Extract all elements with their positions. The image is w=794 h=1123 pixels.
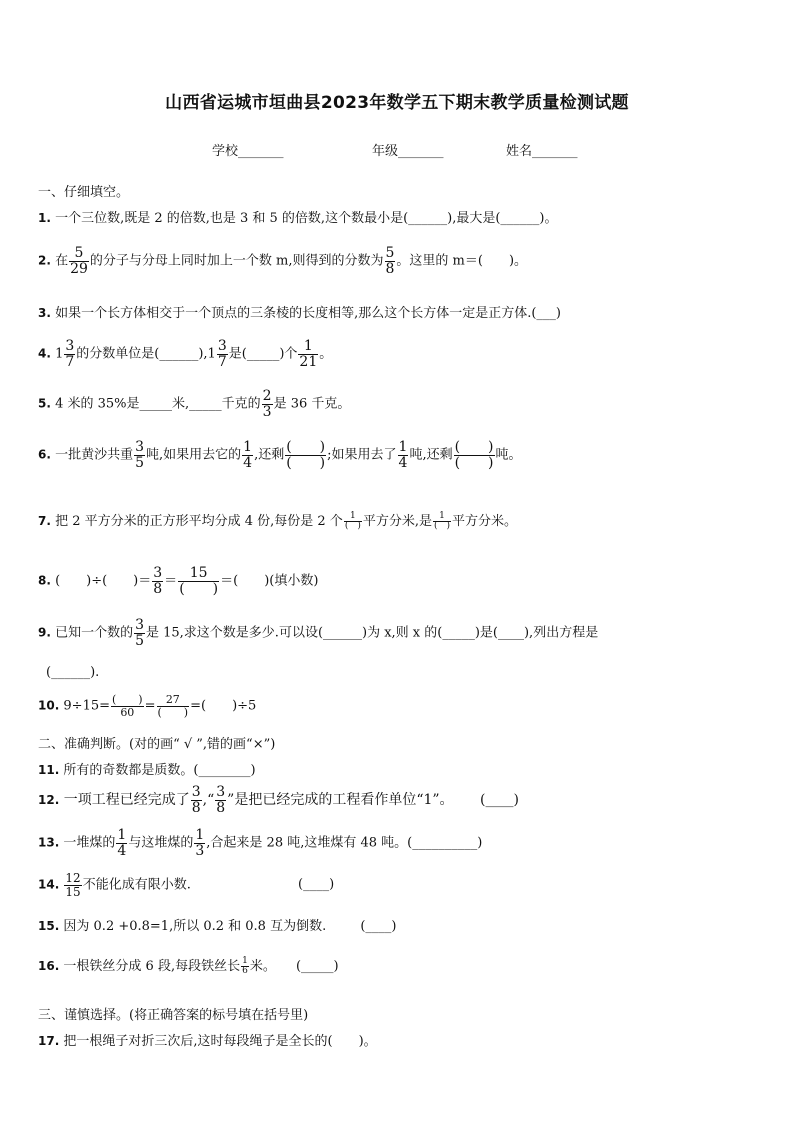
- numerator: 1: [398, 439, 408, 455]
- question-number: 16.: [38, 959, 60, 973]
- question-text: 一批黄沙共重: [55, 447, 134, 463]
- denominator: 7: [217, 353, 227, 370]
- fraction-blank[interactable]: [157, 694, 190, 718]
- question-text: 一个三位数,既是 2 的倍数,也是 3 和 5 的倍数,这个数最小是(______),最大是(______)。: [55, 211, 558, 226]
- question-text: 是 15,求这个数是多少.可以设(______)为 x,则 x 的(_____)是(____),列出方程是: [146, 625, 599, 641]
- denominator-blank[interactable]: ( ): [454, 454, 494, 471]
- question-text: ( )÷( )＝: [55, 573, 152, 589]
- numerator: 1: [298, 339, 318, 355]
- question-15: [38, 915, 397, 934]
- denominator: 7: [65, 353, 75, 370]
- question-text: ＝( )(填小数): [220, 573, 319, 589]
- numerator: 5: [69, 246, 89, 262]
- question-text: 与这堆煤的: [128, 835, 194, 851]
- name-field[interactable]: 姓名_______: [506, 144, 578, 159]
- question-text: 。: [319, 346, 333, 362]
- fraction: [191, 785, 202, 815]
- numerator: 12: [65, 871, 81, 885]
- denominator: 5: [135, 632, 144, 649]
- question-text: 一项工程已经完成了: [63, 792, 190, 809]
- question-text: 已知一个数的: [55, 625, 134, 641]
- question-number: 17.: [38, 1034, 60, 1048]
- question-8: [38, 566, 318, 596]
- question-number: 10.: [38, 698, 60, 713]
- numerator: 1: [344, 512, 362, 522]
- question-text: 吨,还剩: [409, 447, 453, 463]
- question-number: 4.: [38, 346, 51, 361]
- numerator: 1: [117, 827, 127, 843]
- question-text: 不能化成有限小数.: [82, 877, 191, 893]
- question-number: 15.: [38, 919, 60, 933]
- numerator: 2: [262, 388, 272, 404]
- numerator-blank[interactable]: ( ): [286, 439, 326, 455]
- question-text: 一根铁丝分成 6 段,每段铁丝长: [63, 959, 241, 974]
- fraction: [398, 440, 409, 470]
- question-number: 9.: [38, 625, 51, 640]
- question-3: [38, 302, 561, 321]
- fraction: [262, 389, 273, 419]
- question-12: [38, 785, 519, 815]
- numerator: 1: [242, 955, 248, 966]
- question-1: [38, 207, 558, 226]
- denominator: 8: [385, 260, 395, 277]
- question-number: 3.: [38, 306, 51, 320]
- question-text: 4 米的 35%是_____米,_____千克的: [55, 396, 261, 412]
- fraction: [217, 339, 228, 369]
- fraction: [298, 339, 318, 369]
- question-number: 11.: [38, 763, 60, 777]
- denominator-blank[interactable]: ( ): [157, 705, 189, 719]
- denominator: 29: [70, 260, 88, 277]
- grade-field[interactable]: 年级_______: [372, 144, 444, 159]
- question-number: 5.: [38, 396, 51, 411]
- numerator-blank[interactable]: ( ): [454, 439, 494, 455]
- question-number: 12.: [38, 793, 60, 808]
- fraction-blank[interactable]: [178, 566, 219, 596]
- question-text: 平方分米。: [452, 514, 518, 529]
- question-number: 6.: [38, 447, 51, 462]
- numerator: 3: [216, 784, 226, 800]
- denominator: 8: [191, 799, 201, 816]
- answer-blank[interactable]: (____): [480, 792, 519, 809]
- page-title: 山西省运城市垣曲县2023年数学五下期末教学质量检测试题: [165, 93, 629, 113]
- question-number: 14.: [38, 877, 60, 892]
- fraction: [242, 440, 253, 470]
- question-text: ,还剩: [254, 447, 285, 463]
- question-4: [38, 339, 332, 369]
- question-5: [38, 389, 350, 419]
- question-14: [38, 871, 335, 899]
- denominator: 8: [153, 580, 163, 597]
- question-text: 吨。: [495, 447, 522, 463]
- question-number: 13.: [38, 835, 60, 850]
- numerator: 3: [135, 439, 144, 455]
- question-text: 把 2 平方分米的正方形平均分成 4 份,每份是 2 个: [55, 514, 343, 529]
- section-heading: 二、准确判断。(对的画“ √ ”,错的画“×”): [38, 737, 276, 752]
- denominator: 4: [398, 454, 408, 471]
- whole-number: 1: [55, 346, 64, 362]
- question-17: [38, 1030, 377, 1049]
- answer-fraction-blank[interactable]: [285, 440, 326, 470]
- question-text: 所有的奇数都是质数。(________): [63, 763, 256, 778]
- question-10: [38, 694, 256, 718]
- equals-sign: ＝: [164, 573, 178, 589]
- fraction: [64, 872, 81, 898]
- whole-number: 1: [207, 346, 216, 362]
- question-text: 平方分米,是: [362, 514, 432, 529]
- denominator-blank[interactable]: ( ): [344, 521, 361, 531]
- question-13: [38, 828, 482, 858]
- denominator-blank[interactable]: ( ): [433, 521, 451, 531]
- denominator: 4: [243, 454, 253, 471]
- denominator: 3: [195, 842, 205, 859]
- question-text: 9÷15=: [63, 698, 111, 714]
- denominator: 5: [135, 454, 144, 471]
- question-number: 7.: [38, 514, 51, 528]
- denominator: 8: [216, 799, 226, 816]
- question-text: =( )÷5: [190, 698, 257, 714]
- numerator: 3: [217, 338, 227, 354]
- question-text: 米。: [249, 959, 276, 974]
- section-heading: 三、谨慎选择。(将正确答案的标号填在括号里): [38, 1008, 309, 1023]
- numerator: 3: [65, 338, 75, 354]
- question-text: 的分数单位是(______),: [76, 346, 208, 362]
- question-text: 吨,如果用去它的: [146, 447, 242, 463]
- equals-sign: =: [144, 698, 156, 714]
- question-16: [38, 955, 339, 976]
- question-number: 1.: [38, 211, 51, 225]
- denominator: 15: [65, 884, 81, 899]
- question-text: 。这里的 m＝( )。: [396, 253, 528, 269]
- answer-blank[interactable]: (____): [298, 877, 335, 892]
- denominator: 3: [262, 403, 272, 420]
- fraction: [134, 618, 145, 648]
- question-text: 如果一个长方体相交于一个顶点的三条棱的长度相等,那么这个长方体一定是正方体.(___): [55, 306, 561, 321]
- section-heading: 一、仔细填空。: [38, 185, 130, 200]
- fraction-blank[interactable]: [111, 694, 144, 718]
- question-number: 2.: [38, 253, 51, 268]
- question-text: 因为 0.2 +0.8=1,所以 0.2 和 0.8 互为倒数.: [63, 919, 327, 934]
- fraction: [215, 785, 226, 815]
- numerator: 27: [157, 694, 190, 707]
- numerator: 3: [191, 784, 201, 800]
- denominator-blank[interactable]: ( ): [179, 580, 219, 597]
- question-text: 在: [55, 253, 69, 269]
- question-9: [38, 618, 598, 648]
- denominator: 4: [117, 842, 127, 859]
- question-9-continued: (______).: [46, 665, 100, 680]
- numerator-blank[interactable]: ( ): [112, 693, 143, 706]
- question-7: [38, 510, 517, 531]
- numerator: 3: [135, 617, 144, 633]
- denominator-blank[interactable]: ( ): [286, 454, 326, 471]
- answer-fraction-blank[interactable]: [454, 440, 495, 470]
- fraction: [152, 566, 163, 596]
- answer-blank[interactable]: (_____): [295, 959, 339, 974]
- numerator: 1: [195, 827, 205, 843]
- denominator: 60: [120, 705, 135, 719]
- fraction: [385, 246, 396, 276]
- fraction-blank[interactable]: [433, 512, 451, 532]
- answer-blank[interactable]: (____): [360, 919, 397, 934]
- denominator: 21: [299, 353, 318, 370]
- question-text: 一堆煤的: [63, 835, 116, 851]
- fraction: [69, 246, 89, 276]
- question-text: ,合起来是 28 吨,这堆煤有 48 吨。(__________): [206, 835, 483, 851]
- fraction: [134, 440, 145, 470]
- numerator: 1: [433, 512, 451, 522]
- question-text: 把一根绳子对折三次后,这时每段绳子是全长的( )。: [63, 1034, 377, 1049]
- numerator: 1: [243, 439, 253, 455]
- denominator: 6: [242, 966, 248, 976]
- question-text: ,“: [202, 792, 215, 809]
- fraction: [116, 828, 127, 858]
- numerator: 5: [385, 245, 395, 261]
- fraction: [194, 828, 205, 858]
- fraction-blank[interactable]: [344, 512, 362, 532]
- question-text: 是 36 千克。: [273, 396, 351, 412]
- numerator: 3: [153, 565, 163, 581]
- question-text: 的分子与分母上同时加上一个数 m,则得到的分数为: [89, 253, 384, 269]
- numerator: 15: [178, 566, 219, 582]
- question-11: [38, 759, 256, 778]
- question-text: ”是把已经完成的工程看作单位“1”。: [227, 792, 454, 809]
- fraction: [241, 957, 249, 977]
- question-6: [38, 440, 522, 470]
- question-number: 8.: [38, 573, 51, 588]
- question-2: [38, 246, 527, 276]
- school-field[interactable]: 学校_______: [212, 144, 284, 159]
- fraction: [64, 339, 75, 369]
- question-text: ;如果用去了: [327, 447, 397, 463]
- question-text: 是(_____)个: [228, 346, 298, 362]
